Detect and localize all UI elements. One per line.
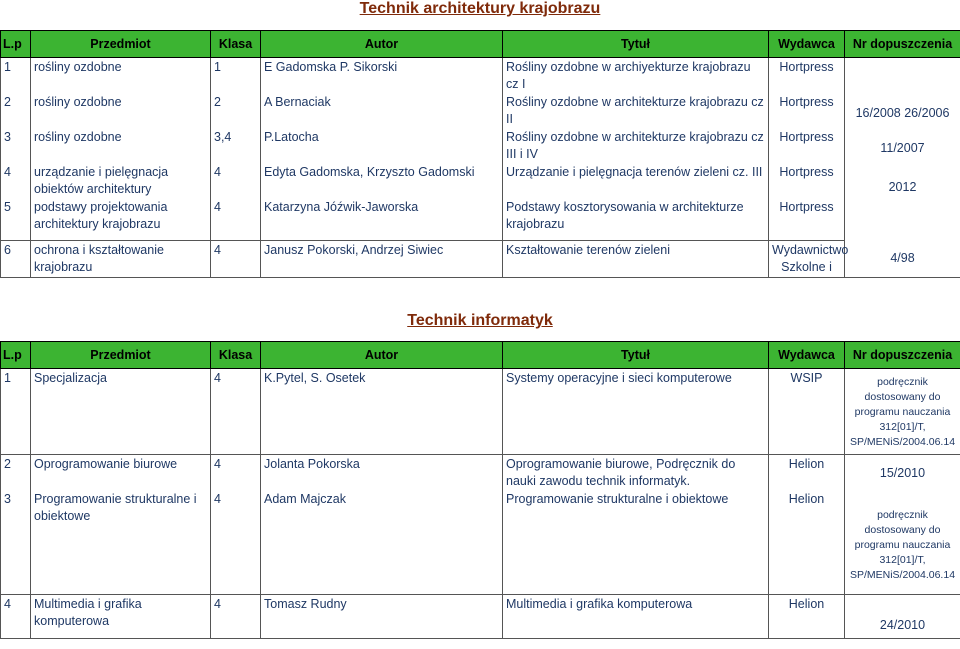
cell-autor: Janusz Pokorski, Andrzej Siwiec: [261, 240, 503, 277]
table-row: [1, 455, 960, 491]
section-title-architektura: Technik architektury krajobrazu: [359, 0, 601, 17]
header-przedmiot: Przedmiot: [31, 342, 211, 369]
table-row: [1, 163, 960, 198]
cell-autor: K.Pytel, S. Osetek: [261, 369, 503, 455]
header-klasa: Klasa: [211, 342, 261, 369]
cell-lp: 3: [1, 490, 31, 594]
cell-tytul: Programowanie strukturalne i obiektowe: [503, 490, 769, 594]
table-row: [1, 93, 960, 128]
cell-wydawca: Hortpress: [769, 58, 845, 94]
header-tytul: Tytuł: [503, 342, 769, 369]
cell-przedmiot: rośliny ozdobne: [31, 58, 211, 94]
header-tytul: Tytuł: [503, 31, 769, 58]
nr-value: 2012: [888, 179, 917, 194]
cell-wydawca: Hortpress: [769, 93, 845, 128]
cell-nr: 15/2010: [845, 455, 960, 491]
cell-autor: Tomasz Rudny: [261, 594, 503, 638]
cell-tytul: Multimedia i grafika komputerowa: [503, 594, 769, 638]
cell-przedmiot: podstawy projektowania architektury krajobrazu: [31, 198, 211, 240]
cell-przedmiot: ochrona i kształtowanie krajobrazu: [31, 240, 211, 277]
table-row: [1, 490, 960, 594]
cell-klasa: 4: [211, 455, 261, 491]
cell-wydawca: Hortpress: [769, 198, 845, 240]
table-informatyk: [0, 341, 960, 639]
table-header-row: [1, 31, 960, 58]
cell-przedmiot: urządzanie i pielęgnacja obiektów architektury: [31, 163, 211, 198]
cell-przedmiot: Oprogramowanie biurowe: [31, 455, 211, 491]
cell-klasa: 4: [211, 490, 261, 594]
header-lp: L.p: [1, 342, 31, 369]
cell-klasa: 1: [211, 58, 261, 94]
header-przedmiot: Przedmiot: [31, 31, 211, 58]
cell-tytul: Oprogramowanie biurowe, Podręcznik do nauki zawodu technik informatyk.: [503, 455, 769, 491]
cell-lp: 3: [1, 128, 31, 163]
cell-wydawca: Wydawnictwo Szkolne i: [769, 240, 845, 277]
cell-nr: 4/98: [845, 240, 960, 277]
cell-tytul: Systemy operacyjne i sieci komputerowe: [503, 369, 769, 455]
cell-lp: 1: [1, 369, 31, 455]
cell-tytul: Urządzanie i pielęgnacja terenów zieleni cz. III: [503, 163, 769, 198]
cell-tytul: Rośliny ozdobne w architekturze krajobrazu cz III i IV: [503, 128, 769, 163]
cell-autor: Edyta Gadomska, Krzyszto Gadomski: [261, 163, 503, 198]
cell-nr: podręcznik dostosowany do programu nauczania 312[01]/T, SP/MENiS/2004.06.14: [845, 369, 960, 455]
header-lp: L.p: [1, 31, 31, 58]
cell-klasa: 4: [211, 369, 261, 455]
cell-autor: Jolanta Pokorska: [261, 455, 503, 491]
nr-value: 11/2007: [880, 140, 925, 155]
table-header-row: [1, 342, 960, 369]
cell-lp: 5: [1, 198, 31, 240]
cell-lp: 2: [1, 455, 31, 491]
cell-przedmiot: Multimedia i grafika komputerowa: [31, 594, 211, 638]
cell-autor: Adam Majczak: [261, 490, 503, 594]
cell-wydawca: WSIP: [769, 369, 845, 455]
cell-lp: 4: [1, 594, 31, 638]
header-wydawca: Wydawca: [769, 342, 845, 369]
cell-wydawca: Helion: [769, 455, 845, 491]
header-wydawca: Wydawca: [769, 31, 845, 58]
cell-lp: 1: [1, 58, 31, 94]
cell-tytul: Kształtowanie terenów zieleni: [503, 240, 769, 277]
cell-klasa: 4: [211, 594, 261, 638]
cell-wydawca: Hortpress: [769, 128, 845, 163]
header-klasa: Klasa: [211, 31, 261, 58]
header-autor: Autor: [261, 31, 503, 58]
cell-autor: Katarzyna Jóźwik-Jaworska: [261, 198, 503, 240]
cell-klasa: 2: [211, 93, 261, 128]
table-row: [1, 240, 960, 277]
cell-autor: A Bernaciak: [261, 93, 503, 128]
cell-przedmiot: rośliny ozdobne: [31, 128, 211, 163]
cell-klasa: 3,4: [211, 128, 261, 163]
table-row: [1, 198, 960, 240]
cell-tytul: Rośliny ozdobne w archiyekturze krajobrazu cz I: [503, 58, 769, 94]
cell-lp: 2: [1, 93, 31, 128]
header-nr: Nr dopuszczenia: [845, 342, 960, 369]
cell-nr-group: [845, 58, 960, 241]
table-architektura: [0, 30, 960, 278]
cell-tytul: Podstawy kosztorysowania w architekturze krajobrazu: [503, 198, 769, 240]
header-autor: Autor: [261, 342, 503, 369]
table-row: [1, 594, 960, 638]
cell-lp: 6: [1, 240, 31, 277]
cell-przedmiot: Specjalizacja: [31, 369, 211, 455]
nr-value: 16/2008 26/2006: [855, 105, 950, 120]
cell-autor: E Gadomska P. Sikorski: [261, 58, 503, 94]
cell-klasa: 4: [211, 163, 261, 198]
cell-autor: P.Latocha: [261, 128, 503, 163]
table-row: [1, 369, 960, 455]
cell-wydawca: Helion: [769, 594, 845, 638]
cell-tytul: Rośliny ozdobne w architekturze krajobrazu cz II: [503, 93, 769, 128]
cell-nr: 24/2010: [845, 594, 960, 638]
cell-klasa: 4: [211, 240, 261, 277]
cell-wydawca: Helion: [769, 490, 845, 594]
table-row: [1, 58, 960, 94]
cell-klasa: 4: [211, 198, 261, 240]
cell-przedmiot: rośliny ozdobne: [31, 93, 211, 128]
cell-nr: podręcznik dostosowany do programu nauczania 312[01]/T, SP/MENiS/2004.06.14: [845, 490, 960, 594]
section-title-informatyk: Technik informatyk: [407, 312, 553, 329]
cell-wydawca: Hortpress: [769, 163, 845, 198]
cell-lp: 4: [1, 163, 31, 198]
table-row: [1, 128, 960, 163]
cell-przedmiot: Programowanie strukturalne i obiektowe: [31, 490, 211, 594]
header-nr: Nr dopuszczenia: [845, 31, 960, 58]
